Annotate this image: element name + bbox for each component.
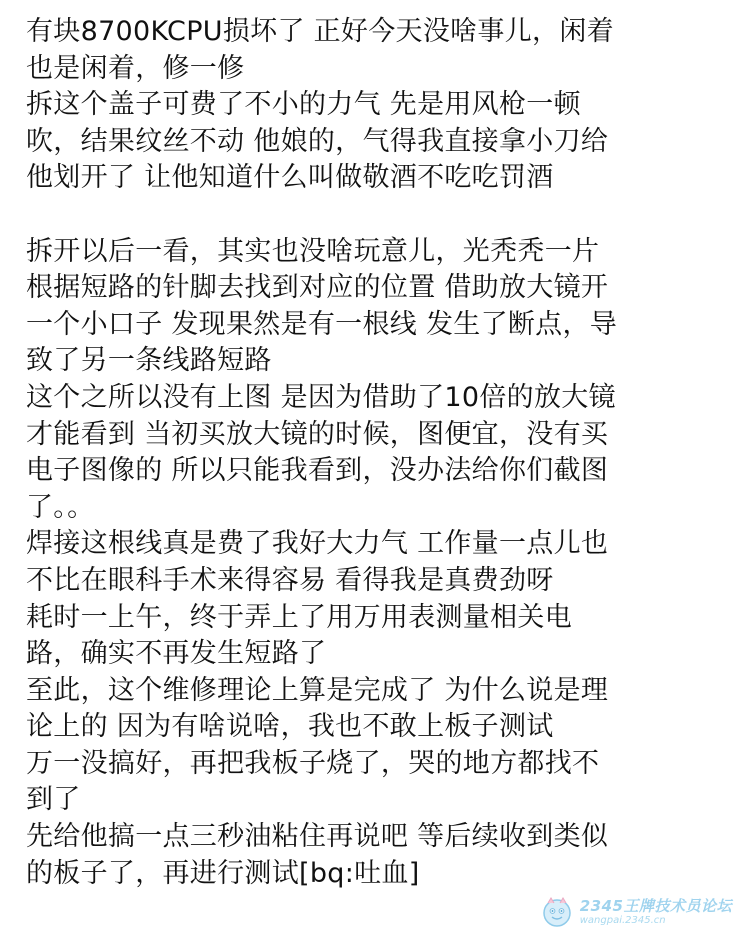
post-line-7: 拆开以后一看，其实也没啥玩意儿，光秃秃一片 — [26, 235, 600, 267]
post-line-10: 致了另一条线路短路 — [26, 345, 272, 377]
post-line-12: 才能看到 当初买放大镜的时候，图便宜，没有买 — [26, 418, 609, 450]
watermark-url: wangpai.2345.cn — [579, 914, 666, 926]
post-line-9: 一个小口子 发现果然是有一根线 发生了断点，导 — [26, 308, 618, 340]
post-line-23: 先给他搞一点三秒油粘住再说吧 等后续收到类似 — [26, 821, 609, 853]
post-line-16: 不比在眼科手术来得容易 看得我是真费劲呀 — [26, 564, 554, 596]
post-line-17: 耗时一上午，终于弄上了用万用表测量相关电 — [26, 601, 572, 633]
post-line-21: 万一没搞好，再把我板子烧了，哭的地方都找不 — [26, 747, 600, 779]
post-line-22: 到了 — [26, 784, 81, 816]
post-line-24: 的板子了，再进行测试[bq:吐血] — [26, 857, 420, 889]
post-line-19: 至此，这个维修理论上算是完成了 为什么说是理 — [26, 674, 609, 706]
post-line-11: 这个之所以没有上图 是因为借助了10倍的放大镜 — [26, 381, 616, 413]
post-line-4: 吹，结果纹丝不动 他娘的，气得我直接拿小刀给 — [26, 125, 609, 157]
post-line-18: 路，确实不再发生短路了 — [26, 638, 327, 670]
watermark-name: 2345王牌技术员论坛 — [579, 896, 732, 915]
mascot-icon — [540, 895, 574, 929]
paragraph-gap — [26, 197, 726, 234]
post-line-5: 他划开了 让他知道什么叫做敬酒不吃吃罚酒 — [26, 162, 554, 194]
post-line-15: 焊接这根线真是费了我好大力气 工作量一点儿也 — [26, 528, 609, 560]
post-line-14: 了。。 — [26, 491, 95, 523]
post-line-3: 拆这个盖子可费了不小的力气 先是用风枪一顿 — [26, 89, 581, 121]
post-body — [26, 14, 726, 892]
post-line-8: 根据短路的针脚去找到对应的位置 借助放大镜开 — [26, 272, 609, 304]
post-line-13: 电子图像的 所以只能我看到，没办法给你们截图 — [26, 455, 609, 487]
post-line-2: 也是闲着，修一修 — [26, 52, 245, 84]
watermark — [540, 895, 732, 929]
post-line-1: 有块8700KCPU损坏了 正好今天没啥事儿，闲着 — [26, 16, 614, 47]
post-line-20: 论上的 因为有啥说啥，我也不敢上板子测试 — [26, 711, 554, 743]
